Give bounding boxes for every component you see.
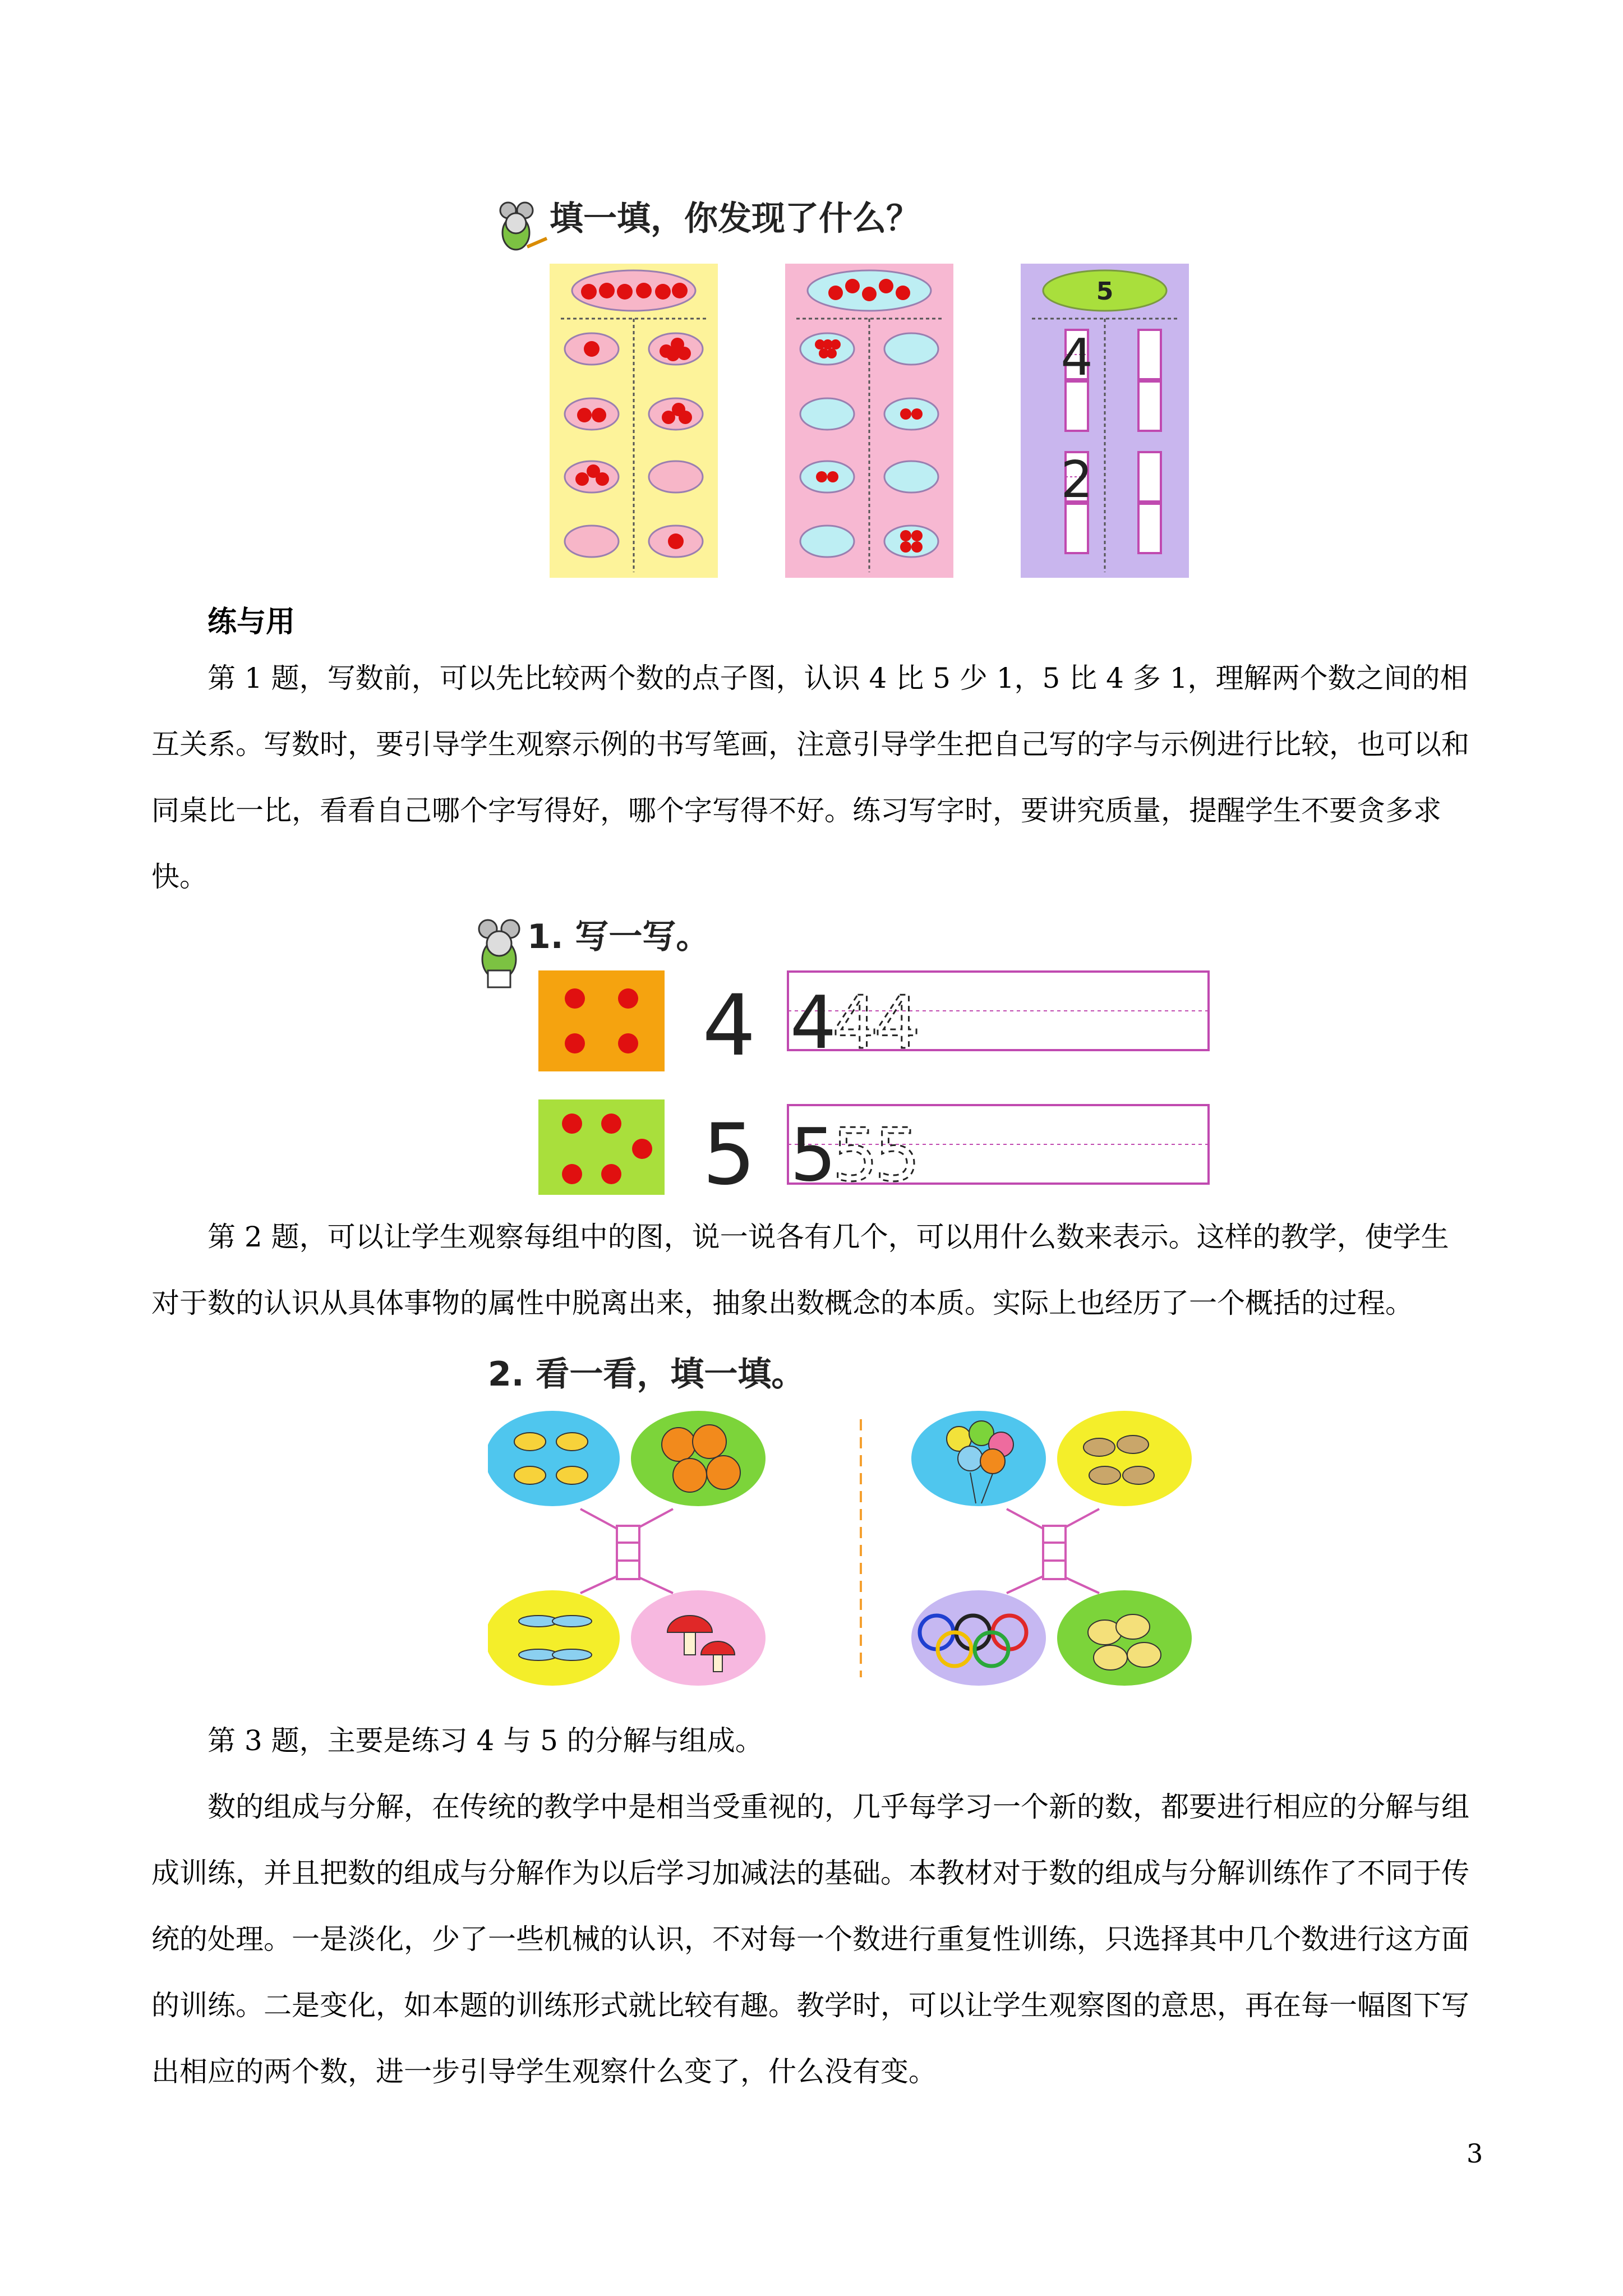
- paragraph-2: [151, 1204, 1475, 1336]
- dot-card-4: [538, 970, 665, 1071]
- panel-apples: [550, 264, 718, 578]
- svg-text:5: 5: [790, 1112, 837, 1195]
- section-heading: 练与用: [208, 605, 296, 639]
- written-digit-2: 2: [1061, 450, 1093, 509]
- paragraph-3-text: 第 3 题，主要是练习 4 与 5 的分解与组成。: [208, 1724, 763, 1757]
- paragraph-1-text: 第 1 题，写数前，可以先比较两个数的点子图，认识 4 比 5 少 1，5 比 4 多 1，理解两个数之间的相互关系。写数时，要引导学生观察示例的书写笔画，注意引导学生把自己写的字与示例进行比较，也可以和同桌比一比，看看自己哪个字写得好，哪个字写得不好。练习写字时，要讲究质量，提醒学生不要贪多求快。: [151, 662, 1469, 893]
- panel-dots: [785, 264, 953, 578]
- svg-text:5: 5: [874, 1112, 921, 1195]
- figure3-caption: 2. 看一看，填一填。: [488, 1355, 805, 1394]
- page-number: 3: [1467, 2138, 1483, 2169]
- figure-fill-discover: [488, 185, 1206, 589]
- mouse-mascot-icon: [479, 920, 519, 987]
- figure2-caption: 1. 写一写。: [527, 917, 710, 956]
- paragraph-4: [151, 1774, 1475, 2105]
- panel-number-split: [1021, 264, 1189, 578]
- sample-digit-5: 5: [702, 1106, 756, 1195]
- figure-write-digits: [471, 903, 1223, 1195]
- svg-text:4: 4: [832, 980, 879, 1065]
- figure1-caption: 填一填，你发现了什么？: [550, 199, 920, 238]
- fill-box-left[interactable]: [617, 1526, 639, 1579]
- written-digit-4: 4: [1061, 328, 1093, 387]
- top-number: 5: [1096, 277, 1114, 306]
- paragraph-3: [151, 1708, 1475, 1774]
- sample-digit-4: 4: [702, 977, 756, 1075]
- mouse-mascot-icon: [500, 203, 547, 250]
- svg-text:4: 4: [874, 980, 921, 1065]
- figure-look-fill: [488, 1341, 1228, 1700]
- paragraph-4-text: 数的组成与分解，在传统的教学中是相当受重视的，几乎每学习一个新的数，都要进行相应的分解与组成训练，并且把数的组成与分解作为以后学习加减法的基础。本教材对于数的组成与分解训练作了不同于传统的处理。一是淡化，少了一些机械的认识，不对每一个数进行重复性训练，只选择其中几个数进行这方面的训练。二是变化，如本题的训练形式就比较有趣。教学时，可以让学生观察图的意思，再在每一幅图下写出相应的两个数，进一步引导学生观察什么变了，什么没有变。: [151, 1791, 1469, 2088]
- paragraph-1: [151, 645, 1475, 910]
- group-left: [488, 1411, 766, 1686]
- paragraph-2-text: 第 2 题，可以让学生观察每组中的图，说一说各有几个，可以用什么数来表示。这样的教学，使学生对于数的认识从具体事物的属性中脱离出来，抽象出数概念的本质。实际上也经历了一个概括的过程。: [151, 1221, 1449, 1319]
- svg-text:5: 5: [832, 1112, 879, 1195]
- svg-text:4: 4: [790, 980, 837, 1065]
- group-right: [911, 1411, 1192, 1686]
- fill-box-right[interactable]: [1043, 1526, 1066, 1579]
